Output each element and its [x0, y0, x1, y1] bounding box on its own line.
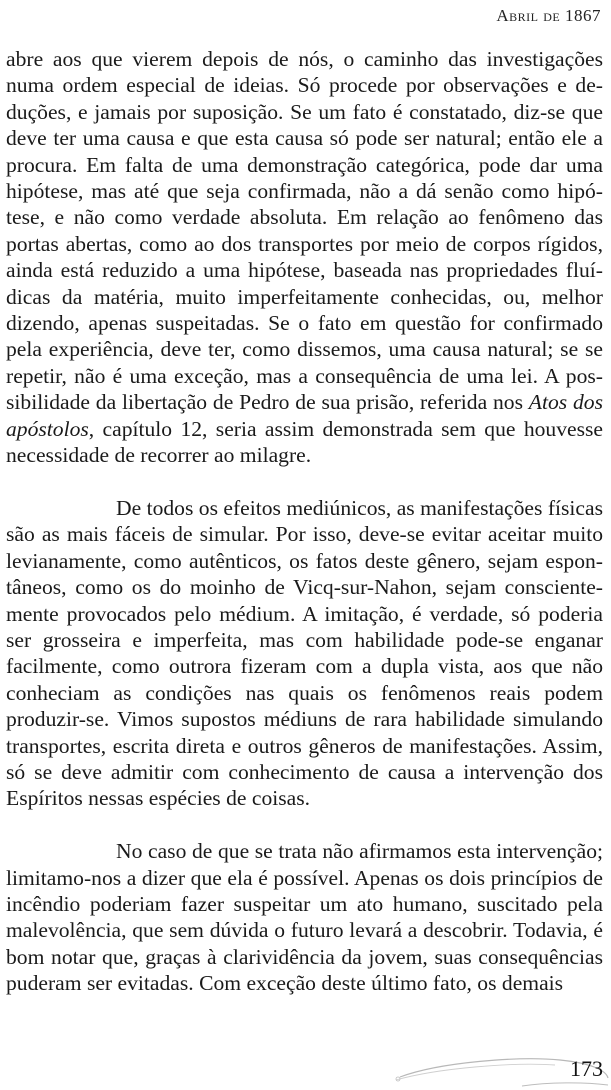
page-body: [6, 46, 603, 997]
page-footer: [0, 1040, 611, 1090]
page-number: 173: [570, 1056, 603, 1081]
paragraph-3: No caso de que se trata não afirmamos esta intervenção; limitamo-nos a dizer que ela é possível. Apenas os dois princípios de incêndio poderiam fazer suspeitar um ato humano, suscitado pela malevolência, que sem dúvida o futuro levará a descobrir. Todavia, é bom notar que, graças à clarividência da jovem, suas consequências puderam ser evitadas. Com exceção deste último fato, os demais: [6, 839, 603, 996]
running-header: Abril de 1867: [496, 6, 601, 25]
book-title-italic: Atos dos apóstolos: [6, 390, 603, 441]
paragraph-1-text-b: , capítulo 12, seria assim demonstrada sem que houvesse necessidade de recorrer ao milagre.: [6, 416, 603, 468]
paragraph-1: [6, 46, 603, 469]
paragraph-2: De todos os efeitos mediúnicos, as manifestações físicas são as mais fáceis de simular. Por isso, deve-se evitar aceitar muito levianamente, como autênticos, os fatos deste gênero, sejam espontâneos, como os do moinho de Vicq-sur-Nahon, sejam conscientemente provocados pelo médium. A imitação, é verdade, só poderia ser grosseira e imperfeita, mas com habilidade pode-se enganar facilmente, como outrora fizeram com a dupla vista, aos que não conheciam as condições nas quais os fenômenos reais podem produzir-se. Vimos supostos médiuns de rara habilidade simulando transportes, escrita direta e outros gêneros de manifestações. Assim, só se deve admitir com conhecimento de causa a intervenção dos Espíritos nessas espécies de coisas.: [6, 495, 603, 811]
paragraph-1-text-a: abre aos que vierem depois de nós, o caminho das investigações numa ordem especial de ideias. Só procede por observações e deduções, e jamais por suposição. Se um fato é constatado, diz-se que deve ter uma causa e que esta causa só pode ser natural; então ele a procura. Em falta de uma demonstração categórica, pode dar uma hipótese, mas até que seja confirmada, não a dá senão como hipótese, e não como verdade absoluta. Em relação ao fenômeno das portas abertas, como ao dos transportes por meio de corpos rígidos, ainda está reduzido a uma hipótese, baseada nas propriedades fluídicas da matéria, muito imperfeitamente conhecidas, ou, melhor dizendo, apenas suspeitadas. Se o fato em questão for confirmado pela experiência, deve ter, como dissemos, uma causa natural; se se repetir, não é uma exceção, mas a consequência de uma lei. A possibilidade da libertação de Pedro de sua prisão, referida nos: [6, 47, 603, 415]
decorative-swirl-icon: [0, 1040, 611, 1090]
